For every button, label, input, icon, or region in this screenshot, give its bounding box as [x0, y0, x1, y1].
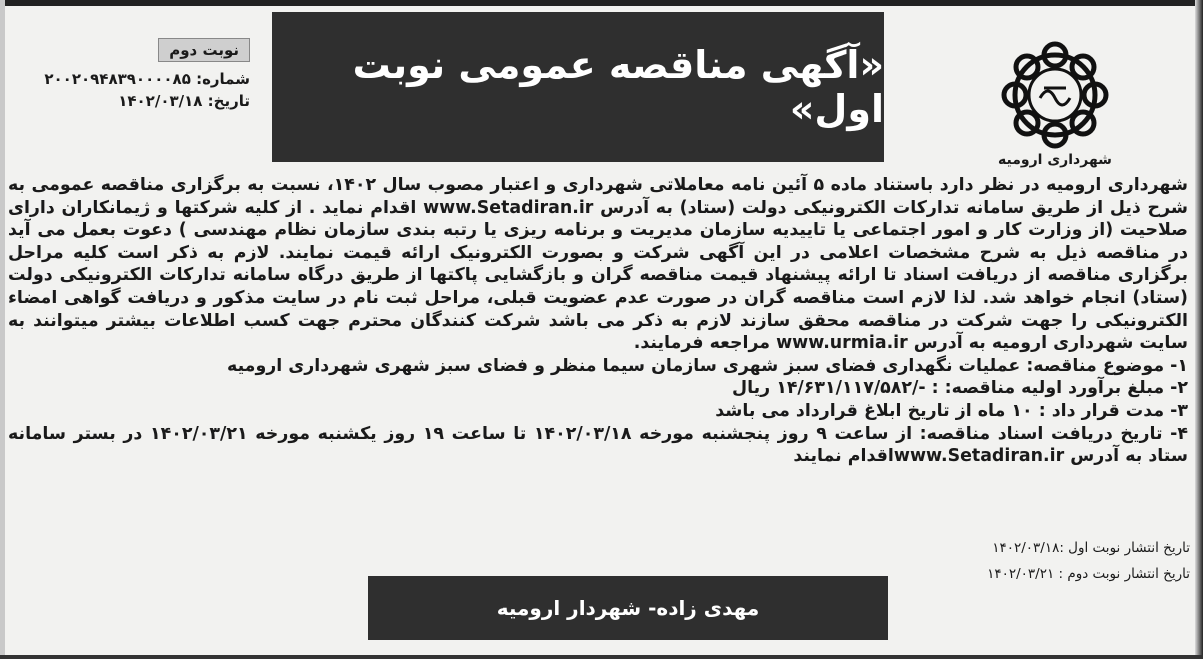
notice-body: [8, 174, 1188, 468]
urmia-municipality-logo-icon: [1000, 40, 1110, 150]
title-band: [272, 12, 884, 162]
intro-part-1: شهرداری ارومیه در نظر دارد باستناد ماده ۵ آئین نامه معاملاتی شهرداری و اعتبار مصوب سال ۱۴۰۲، نسبت به برگزاری مناقصه عمومی به شرح ذیل از طریق سامانه تدارکات الکترونیکی دولت (ستاد) به آدرس: [8, 175, 1189, 218]
documents-setadiran-link[interactable]: www.Setadiran.ir: [893, 446, 1065, 467]
item-documents: [8, 423, 1188, 468]
documents-tail: اقدام نمایند: [793, 446, 894, 467]
item-duration: ۳- مدت قرار داد : ۱۰ ماه از تاریخ ابلاغ قرارداد می باشد: [715, 400, 1188, 421]
setadiran-link[interactable]: www.Setadiran.ir: [423, 197, 594, 218]
notice-number: شماره: ۲۰۰۲۰۹۴۸۳۹۰۰۰۰۸۵: [44, 70, 250, 88]
item-budget: ۲- مبلغ برآورد اولیه مناقصه: : -/۱۴/۶۳۱/۱۱۷/۵۸۲ ریال: [731, 378, 1188, 399]
org-caption: شهرداری ارومیه: [998, 152, 1112, 168]
notice-title: «آگهی مناقصه عمومی نوبت اول»: [352, 43, 884, 131]
intro-part-2: اقدام نماید . از کلیه شرکتها و ژیمانکاران دارای صلاحیت (از وزارت کار و امور اجتماعی یا تاییدیه سازمان مدیریت و برنامه ریزی یا رتبه بندی سازمان نظام مهندسی ) دعوت بعمل می آید در مناقصه ذیل به شرح مشخصات اعلامی در این آگهی شرکت و بصورت الکترونیک ارائه قیمت نمایند. لازم به ذکر است کلیه مراحل برگزاری مناقصه از دریافت اسناد تا ارائه پیشنهاد قیمت مناقصه گران و بازگشایی پاکتها از طریق درگاه سامانه تدارکات الکترونیکی دولت (ستاد) انجام خواهد شد. لذا لازم است مناقصه گران در صورت عدم عضویت قبلی، مراحل ثبت نام در سایت مذکور و دریافت گواهی امضاء الکترونیکی را جهت شرکت در مناقصه محقق سازند لازم به ذکر می باشد شرکت کنندگان محترم جهت کسب اطلاعات بیشتر میتوانند به سایت شهرداری ارومیه به آدرس: [8, 197, 1188, 354]
round-badge: نوبت دوم: [158, 38, 250, 62]
bottom-border: [0, 655, 1203, 659]
publish-second: تاریخ انتشار نوبت دوم : ۱۴۰۲/۰۳/۲۱: [987, 566, 1190, 582]
right-border: [1195, 0, 1203, 659]
publish-first: تاریخ انتشار نوبت اول :۱۴۰۲/۰۳/۱۸: [992, 540, 1190, 556]
publish-dates: [900, 535, 1190, 587]
urmia-link[interactable]: www.urmia.ir: [776, 333, 908, 354]
item-subject: ۱- موضوع مناقصه: عملیات نگهداری فضای سبز شهری سازمان سیما منظر و فضای سبز شهری شهرداری ارومیه: [227, 355, 1188, 376]
signature: مهدی زاده- شهردار ارومیه: [496, 596, 760, 620]
intro-part-3: مراجعه فرمایند.: [633, 333, 771, 354]
documents-text: ۴- تاریخ دریافت اسناد مناقصه: از ساعت ۹ روز پنجشنبه مورخه ۱۴۰۲/۰۳/۱۸ تا ساعت ۱۹ روز یکشنبه مورخه ۱۴۰۲/۰۳/۲۱ در بستر سامانه ستاد به آدرس: [8, 423, 1188, 467]
left-border: [0, 0, 5, 659]
notice-date: تاریخ: ۱۴۰۲/۰۳/۱۸: [118, 92, 250, 110]
intro-paragraph: [8, 174, 1188, 355]
notice-meta: [20, 38, 250, 112]
top-border: [0, 0, 1203, 6]
signature-band: [368, 576, 888, 640]
